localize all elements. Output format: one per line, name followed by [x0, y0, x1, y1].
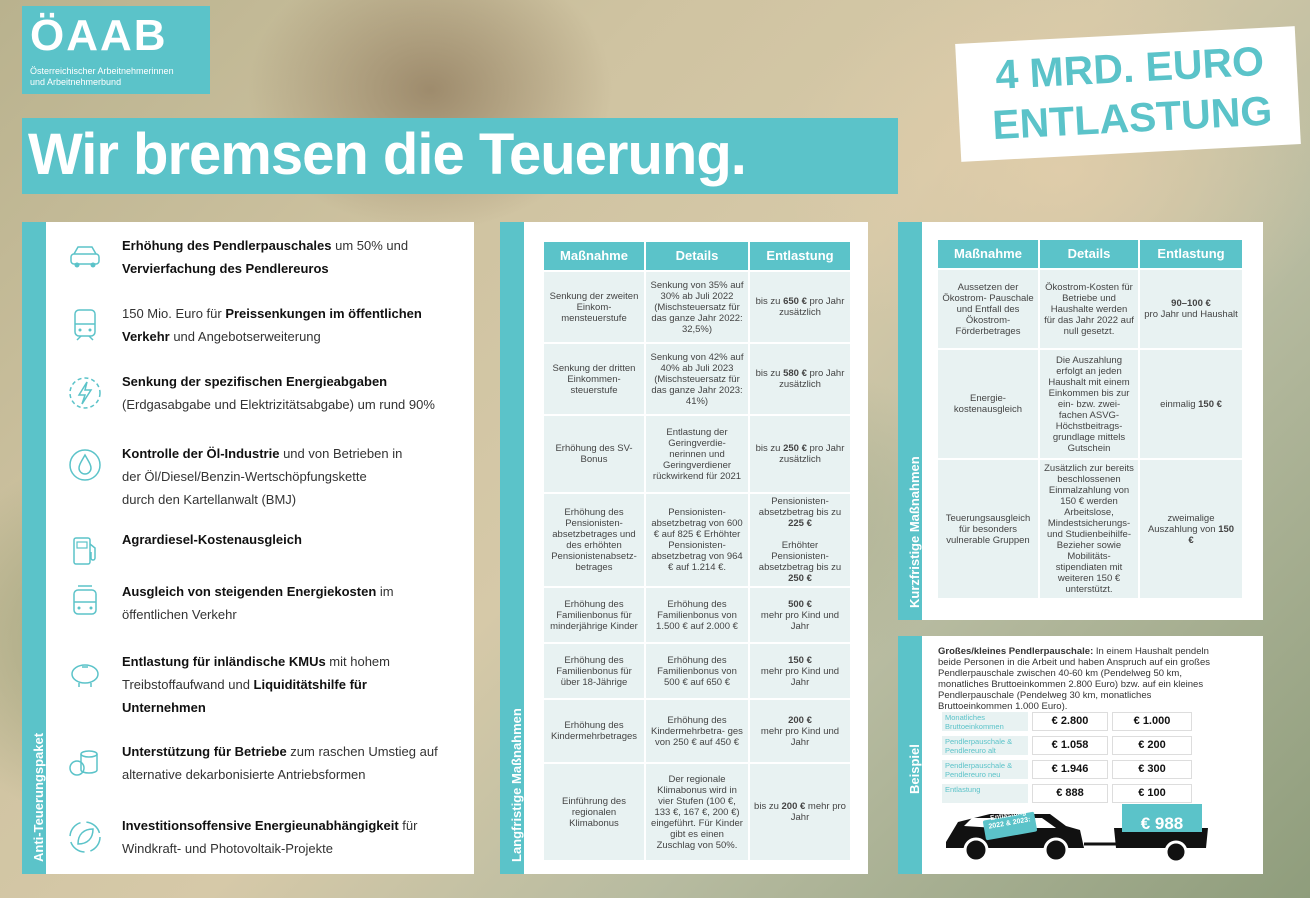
cell-text: Senkung der zweiten Einkom- mensteuerstufe	[549, 290, 639, 324]
text: pro Jahr zusätzlich	[779, 368, 845, 390]
cell-text: Aussetzen der Ökostrom- Pauschale und Entfall des Ökostrom- Förderbetrages	[942, 281, 1034, 337]
example-intro-text: In einem Haushalt pendeln beide Personen in die Arbeit und haben Anspruch auf ein großes Pendlerpauschale zwischen 40-60 km (Pendelweg 50 km, monatliches Bruttoeinkommen 2.800 Euro) bzw. auf ein kleines Pendlerpauschale (Pendelweg 30 km, monatliches Bruttoeinkommen 1.000 Euro).	[938, 646, 1210, 712]
cell-text: Entlastung der Geringverdie- nerinnen und Geringverdiener rückwirkend für 2021	[652, 426, 742, 482]
bold-text: 150 €	[1198, 398, 1222, 410]
logo-mark: ÖAAB	[30, 11, 168, 60]
bold-text: 200 €	[781, 801, 806, 812]
measure-text	[122, 528, 467, 551]
text: mit hohem	[325, 654, 390, 669]
cell-text: Energie- kostenausgleich	[953, 393, 1023, 415]
text: für	[398, 818, 418, 833]
cell-text: Einführung des regionalen Klimabonus	[562, 795, 626, 829]
text: bis zu	[754, 801, 782, 812]
panel-label: Beispiel	[907, 744, 922, 794]
total-label: Gesamt	[1147, 806, 1176, 815]
bold-text: Senkung der spezifischen Energieabgaben	[122, 374, 388, 389]
cell-text: Erhöhung des Familienbonus für minderjährige Kinder	[550, 598, 638, 632]
table-cell	[1140, 350, 1242, 458]
train-icon	[62, 302, 108, 348]
example-value-small: € 100	[1112, 784, 1192, 803]
panel-label: Kurzfristige Maßnahmen	[907, 456, 922, 608]
beispiel-panel	[898, 636, 1263, 874]
text: Pensionisten- absetzbetrag bis zu	[758, 496, 842, 518]
logo-org-line1: Österreichischer Arbeitnehmerinnen	[30, 66, 174, 76]
table-cell	[646, 344, 748, 414]
cell-text: Senkung von 42% auf 40% ab Juli 2023 (Mischsteuersatz für das ganze Jahr 2023: 41%)	[650, 351, 744, 407]
cell-text: Ökostrom-Kosten für Betriebe und Haushalte werden für das Jahr 2022 auf null gesetzt.	[1044, 281, 1134, 337]
table-cell	[544, 764, 644, 860]
lightning-icon	[62, 370, 108, 416]
example-row-label: Pendlerpauschale & Pendlereuro neu	[942, 760, 1028, 779]
example-value-large: € 1.058	[1032, 736, 1108, 755]
bold-text: 500 €	[788, 598, 812, 610]
cell-text: Die Auszahlung erfolgt an jeden Haushalt mit einem Einkommen bis zur ein- bzw. zwei- fachen ASVG- Höchstbeitrags- grundlage mittels Gutschein	[1048, 354, 1130, 454]
example-row-label: Entlastung	[942, 784, 1028, 803]
car-trailer-illustration	[938, 800, 1258, 870]
panel-label: Anti-Teuerungspaket	[31, 732, 46, 862]
table-cell	[1140, 460, 1242, 598]
table-cell	[544, 644, 644, 698]
panel-side-bar	[898, 636, 922, 874]
cell-text: Erhöhung des Kindermehrbetrages	[550, 720, 638, 742]
coins-icon	[62, 740, 108, 786]
cell-text: Erhöhung des SV-Bonus	[555, 443, 633, 465]
table-header: Details	[1040, 240, 1138, 268]
cell-text	[754, 801, 846, 823]
bold-text: 150 €	[1188, 523, 1235, 546]
table-cell	[1140, 270, 1242, 348]
bold-text: Unterstützung für Betriebe	[122, 744, 287, 759]
piggy-bank-icon	[62, 650, 108, 696]
example-intro-bold: Großes/kleines Pendlerpauschale:	[938, 646, 1094, 657]
recycle-leaf-icon	[62, 814, 108, 860]
text: zum raschen Umstieg auf	[286, 744, 438, 759]
panel-side-bar	[898, 222, 922, 620]
table-cell	[750, 644, 850, 698]
bold-text: Kontrolle der Öl-Industrie	[122, 446, 280, 461]
langfristig-table	[544, 242, 850, 856]
example-row	[942, 760, 1192, 779]
bold-text: Liquiditätshilfe für	[253, 677, 367, 692]
text: Treibstoffaufwand und	[122, 677, 254, 692]
bold-text: 150 €	[788, 654, 812, 666]
table-cell	[1040, 350, 1138, 458]
cell-text	[754, 443, 846, 465]
example-value-large: € 1.946	[1032, 760, 1108, 779]
bus-icon	[62, 580, 108, 626]
table-cell	[646, 644, 748, 698]
example-row-label: Pendlerpauschale & Pendlereuro alt	[942, 736, 1028, 755]
cell-text: Erhöhung des Familienbonus von 1.500 € auf 2.000 €	[656, 598, 738, 632]
cell-text	[1160, 399, 1222, 410]
text: bis zu	[755, 296, 784, 307]
kurzfristig-table	[938, 240, 1244, 606]
text: pro Jahr und Haushalt	[1144, 309, 1238, 320]
table-cell	[544, 588, 644, 642]
bold-text: 225 €	[788, 518, 812, 529]
table-cell	[646, 272, 748, 342]
cell-text: Teuerungsausgleich für besonders vulnerable Gruppen	[945, 512, 1031, 546]
text: um 50% und	[331, 238, 409, 253]
measure-text	[122, 740, 467, 786]
bold-text: 250 €	[788, 573, 812, 584]
text: einmalig	[1160, 398, 1199, 410]
text: im	[376, 584, 394, 599]
cell-text	[754, 715, 846, 748]
example-description	[938, 646, 1213, 712]
measure-text	[122, 234, 467, 280]
oil-drop-icon	[62, 442, 108, 488]
cell-text	[754, 296, 846, 318]
text: der Öl/Diesel/Benzin-Wertschöpfungskette	[122, 469, 367, 484]
example-value-small: € 1.000	[1112, 712, 1192, 731]
cell-text	[1144, 298, 1237, 320]
text: pro Jahr zusätzlich	[779, 443, 845, 465]
table-cell	[544, 494, 644, 586]
measure-text	[122, 302, 467, 348]
text: Windkraft- und Photovoltaik-Projekte	[122, 841, 333, 856]
table-header: Details	[646, 242, 748, 270]
bold-text: 580 €	[783, 368, 807, 379]
text: mehr pro Kind und Jahr	[760, 609, 840, 632]
table-cell	[1040, 460, 1138, 598]
text: alternative dekarbonisierte Antriebsformen	[122, 767, 366, 782]
panel-side-bar	[22, 222, 46, 874]
text: mehr pro Kind und Jahr	[760, 665, 840, 688]
cell-text: Pensionisten- absetzbetrag von 600 € auf 825 € Erhöhter Pensionisten- absetzbetrag von 964 € auf 1.214 €.	[651, 507, 743, 573]
text: (Erdgasabgabe und Elektrizitätsabgabe) um rund 90%	[122, 397, 435, 412]
langfristig-panel	[500, 222, 868, 874]
text: mehr pro Jahr	[790, 801, 846, 823]
bold-text: Vervierfachung des Pendlereuros	[122, 261, 329, 276]
table-cell	[938, 270, 1038, 348]
measure-text	[122, 580, 467, 626]
bold-text: Unternehmen	[122, 700, 206, 715]
table-cell	[938, 460, 1038, 598]
table-cell	[646, 588, 748, 642]
badge-line2: ENTLASTUNG	[991, 87, 1274, 149]
table-cell	[1040, 270, 1138, 348]
table-cell	[938, 350, 1038, 458]
table-header: Entlastung	[750, 242, 850, 270]
bold-text: Verkehr	[122, 329, 170, 344]
bold-text: Agrardiesel-Kostenausgleich	[122, 532, 302, 547]
table-cell	[750, 344, 850, 414]
text: 150 Mio. Euro für	[122, 306, 226, 321]
bold-text: 90–100 €	[1171, 298, 1211, 309]
table-cell	[646, 764, 748, 860]
car-icon	[62, 234, 108, 280]
headline-banner	[22, 118, 898, 194]
cell-text	[754, 496, 846, 584]
table-cell	[646, 416, 748, 492]
text: mehr pro Kind und Jahr	[760, 725, 840, 748]
total-value: € 988	[1140, 814, 1184, 833]
cell-text	[754, 599, 846, 632]
text: Erhöhter Pensionisten- absetzbetrag bis zu	[758, 540, 842, 573]
headline: Wir bremsen die Teuerung.	[28, 122, 746, 187]
bold-text: Ausgleich von steigenden Energiekosten	[122, 584, 377, 599]
table-cell	[750, 588, 850, 642]
measure-text	[122, 370, 467, 416]
measure-text	[122, 442, 467, 511]
cell-text: Erhöhung des Pensionisten- absetzbetrages und des erhöhten Pensionistenabsetz- betrages	[551, 507, 637, 573]
example-value-small: € 200	[1112, 736, 1192, 755]
example-value-large: € 2.800	[1032, 712, 1108, 731]
fuel-pump-icon	[62, 528, 108, 574]
badge-line1: 4 MRD. EURO	[994, 37, 1266, 98]
cell-text: Senkung von 35% auf 30% ab Juli 2022 (Mischsteuersatz für das ganze Jahr 2022: 32,5%)	[650, 279, 744, 335]
measure-text	[122, 814, 467, 860]
text: öffentlichen Verkehr	[122, 607, 237, 622]
text: bis zu	[755, 443, 784, 454]
table-header: Maßnahme	[544, 242, 644, 270]
table-cell	[544, 700, 644, 762]
table-cell	[646, 700, 748, 762]
table-cell	[544, 344, 644, 414]
bold-text: 250 €	[783, 443, 807, 454]
cell-text: Erhöhung des Kindermehrbetra- ges von 250 € auf 450 €	[651, 714, 743, 748]
bold-text: Investitionsoffensive Energieunabhängigkeit	[122, 818, 399, 833]
text: durch den Kartellanwalt (BMJ)	[122, 492, 297, 507]
text: pro Jahr zusätzlich	[779, 296, 845, 318]
table-header: Entlastung	[1140, 240, 1242, 268]
table-cell	[750, 416, 850, 492]
text: und Angebotserweiterung	[169, 329, 321, 344]
relief-badge	[955, 26, 1301, 162]
text: zweimalige Auszahlung von	[1147, 512, 1219, 535]
example-row	[942, 736, 1192, 755]
cell-text	[1144, 513, 1238, 546]
car-tag: Entlastung 2022 & 2023:	[988, 808, 1032, 831]
bold-text: Entlastung für inländische KMUs	[122, 654, 326, 669]
table-cell	[750, 764, 850, 860]
table-cell	[750, 494, 850, 586]
table-cell	[750, 272, 850, 342]
cell-text: Senkung der dritten Einkommen- steuerstufe	[552, 362, 636, 396]
logo-org-name	[30, 66, 208, 88]
text: und von Betrieben in	[279, 446, 403, 461]
cell-text: Erhöhung des Familienbonus für über 18-Jährige	[556, 654, 632, 688]
bold-text: 650 €	[783, 296, 807, 307]
table-header: Maßnahme	[938, 240, 1038, 268]
panel-label: Langfristige Maßnahmen	[509, 708, 524, 862]
oeaab-logo	[22, 6, 210, 94]
anti-teuerung-panel	[22, 222, 474, 874]
cell-text	[754, 368, 846, 390]
text: bis zu	[755, 368, 784, 379]
example-value-small: € 300	[1112, 760, 1192, 779]
panel-side-bar	[500, 222, 524, 874]
cell-text	[754, 655, 846, 688]
table-cell	[646, 494, 748, 586]
table-cell	[544, 272, 644, 342]
cell-text: Erhöhung des Familienbonus von 500 € auf 650 €	[657, 654, 737, 688]
cell-text: Der regionale Klimabonus wird in vier Stufen (100 €, 133 €, 167 €, 200 €) eingeführt. Für Kinder gibt es einen Zuschlag von 50%.	[651, 773, 743, 851]
kurzfristig-panel	[898, 222, 1263, 620]
bold-text: 200 €	[788, 714, 812, 726]
table-cell	[544, 416, 644, 492]
example-row	[942, 712, 1192, 731]
logo-org-line2: und Arbeitnehmerbund	[30, 77, 122, 87]
bold-text: Preissenkungen im öffentlichen	[225, 306, 422, 321]
measure-text	[122, 650, 467, 719]
example-row-label: Monatliches Bruttoeinkommen	[942, 712, 1028, 731]
cell-text: Zusätzlich zur bereits beschlossenen Einmalzahlung von 150 € werden Arbeitslose, Mindestsicherungs- und Studienbeihilfe- Bezieher sowie Mobilitäts- stipendiaten mit weiteren 150 € unterstützt.	[1044, 463, 1134, 595]
table-cell	[750, 700, 850, 762]
example-value-large: € 888	[1032, 784, 1108, 803]
bold-text: Erhöhung des Pendlerpauschales	[122, 238, 332, 253]
